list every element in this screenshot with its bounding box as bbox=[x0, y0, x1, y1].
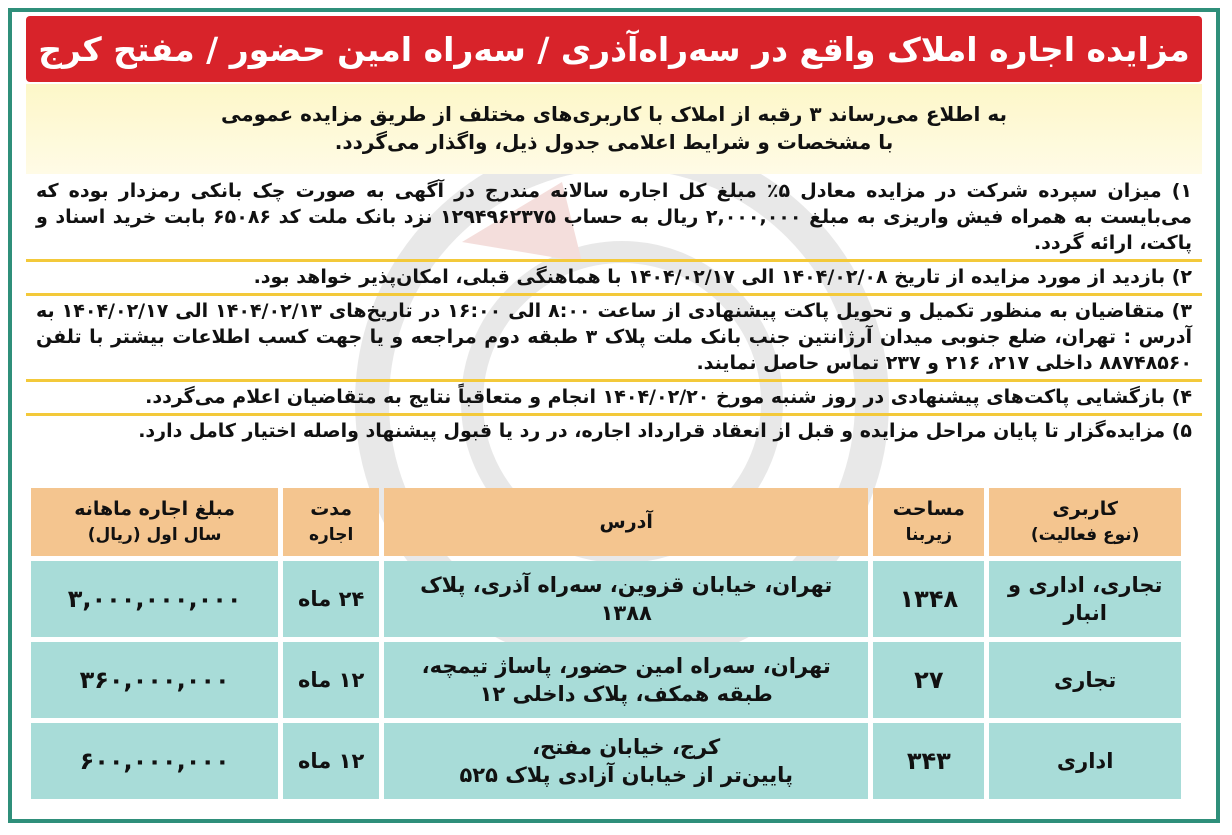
header-term-label: مدت bbox=[310, 498, 353, 520]
table-header-row bbox=[31, 488, 1181, 556]
notice-title: مزایده اجاره املاک واقع در سه‌راه‌آذری / سه‌راه امین حضور / مفتح کرج bbox=[38, 29, 1190, 69]
table-row bbox=[31, 723, 1181, 799]
cell-usage: تجاری، اداری و انبار bbox=[989, 561, 1181, 637]
cell-area: ۳۴۳ bbox=[873, 723, 984, 799]
condition-4: ۴) بازگشایی پاکت‌های پیشنهادی در روز شنبه مورخ ۱۴۰۴/۰۲/۲۰ انجام و متعاقباً نتایج به متقاضیان اعلام می‌گردد. bbox=[26, 382, 1202, 416]
intro-paragraph bbox=[26, 84, 1202, 174]
cell-address-line-2: طبقه همکف، پلاک داخلی ۱۲ bbox=[479, 682, 773, 706]
table-row bbox=[31, 642, 1181, 718]
header-area-sub: زیربنا bbox=[905, 525, 953, 545]
table-row bbox=[31, 561, 1181, 637]
cell-term: ۱۲ ماه bbox=[283, 723, 379, 799]
header-term-sub: اجاره bbox=[308, 525, 354, 545]
cell-area: ۱۳۴۸ bbox=[873, 561, 984, 637]
properties-table bbox=[26, 483, 1186, 804]
header-address-label: آدرس bbox=[599, 511, 653, 533]
header-term bbox=[283, 488, 379, 556]
cell-rent: ۳۶۰,۰۰۰,۰۰۰ bbox=[31, 642, 278, 718]
condition-3: ۳) متقاضیان به منظور تکمیل و تحویل پاکت پیشنهادی از ساعت ۸:۰۰ الی ۱۶:۰۰ در تاریخ‌های ۱۴۰۴/۰۲/۱۳ الی ۱۴۰۴/۰۲/۱۷ به آدرس : تهران، ضلع جنوبی میدان آرژانتین جنب بانک ملت پلاک ۳ طبقه دوم مراجعه و یا جهت کسب اطلاعات بیشتر با تلفن ۸۸۷۴۸۵۶۰ داخلی ۲۱۷، ۲۱۶ و ۲۳۷ تماس حاصل نمایند. bbox=[26, 296, 1202, 382]
header-area bbox=[873, 488, 984, 556]
header-usage bbox=[989, 488, 1181, 556]
conditions-list bbox=[26, 176, 1202, 447]
intro-line-1: به اطلاع می‌رساند ۳ رقبه از املاک با کاربری‌های مختلف از طریق مزایده عمومی bbox=[220, 102, 1008, 126]
cell-usage: اداری bbox=[989, 723, 1181, 799]
cell-rent: ۳,۰۰۰,۰۰۰,۰۰۰ bbox=[31, 561, 278, 637]
condition-5: ۵) مزایده‌گزار تا پایان مراحل مزایده و قبل از انعقاد قرارداد اجاره، در رد یا قبول پیشنهاد واصله اختیار کامل دارد. bbox=[138, 420, 1192, 442]
intro-line-2: با مشخصات و شرایط اعلامی جدول ذیل، واگذار می‌گردد. bbox=[334, 130, 894, 154]
cell-address-line-1: تهران، خیابان قزوین، سه‌راه آذری، پلاک ۱۳۸۸ bbox=[420, 573, 833, 625]
cell-address-line-1: کرج، خیابان مفتح، bbox=[532, 735, 721, 759]
header-usage-label: کاربری bbox=[1052, 498, 1118, 520]
header-address bbox=[384, 488, 868, 556]
cell-rent: ۶۰۰,۰۰۰,۰۰۰ bbox=[31, 723, 278, 799]
header-area-label: مساحت bbox=[892, 498, 965, 520]
title-banner bbox=[26, 16, 1202, 82]
cell-address-line-2: پایین‌تر از خیابان آزادی پلاک ۵۲۵ bbox=[459, 763, 793, 787]
condition-2: ۲) بازدید از مورد مزایده از تاریخ ۱۴۰۴/۰۲/۰۸ الی ۱۴۰۴/۰۲/۱۷ با هماهنگی قبلی، امکان‌پذیر خواهد بود. bbox=[26, 262, 1202, 296]
cell-term: ۲۴ ماه bbox=[283, 561, 379, 637]
cell-address-line-1: تهران، سه‌راه امین حضور، پاساژ تیمچه، bbox=[421, 654, 831, 678]
condition-1: ۱) میزان سپرده شرکت در مزایده معادل ۵٪ مبلغ کل اجاره سالانه مندرج در آگهی به صورت چک بانکی رمزدار بوده که می‌بایست به همراه فیش واریزی به مبلغ ۲,۰۰۰,۰۰۰ ریال به حساب ۱۲۹۴۹۶۲۳۷۵ نزد بانک ملت کد ۶۵۰۸۶ بابت خرید اسناد و پاکت، ارائه گردد. bbox=[26, 176, 1202, 262]
header-rent-sub: سال اول (ریال) bbox=[87, 525, 222, 545]
cell-usage: تجاری bbox=[989, 642, 1181, 718]
cell-address bbox=[384, 561, 868, 637]
cell-address bbox=[384, 642, 868, 718]
header-rent bbox=[31, 488, 278, 556]
header-usage-sub: (نوع فعالیت) bbox=[1030, 525, 1140, 545]
cell-area: ۲۷ bbox=[873, 642, 984, 718]
cell-address bbox=[384, 723, 868, 799]
cell-term: ۱۲ ماه bbox=[283, 642, 379, 718]
header-rent-label: مبلغ اجاره ماهانه bbox=[74, 498, 236, 520]
